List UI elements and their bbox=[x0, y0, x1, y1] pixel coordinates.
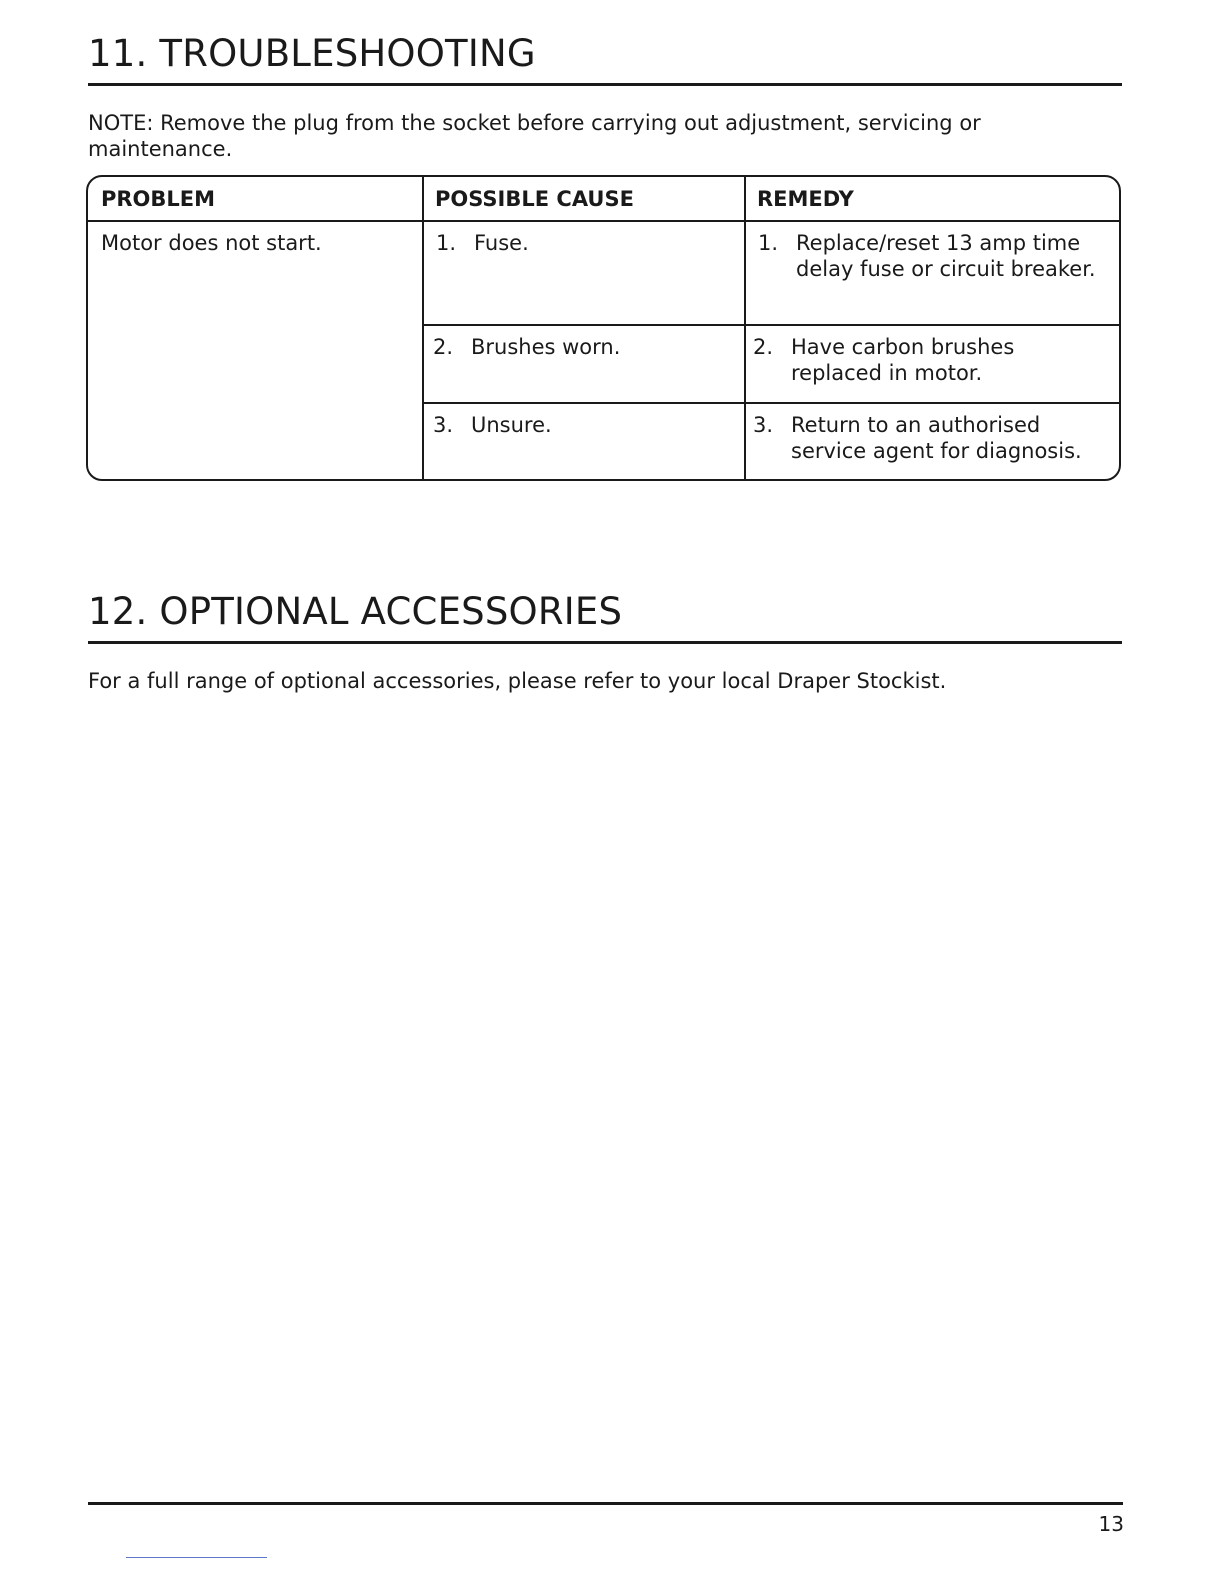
maintenance-note: NOTE: Remove the plug from the socket before carrying out adjustment, servicing or maintenance. bbox=[88, 111, 981, 161]
footer-divider bbox=[88, 1502, 1123, 1505]
row-divider bbox=[422, 402, 1119, 404]
section-title-optional-accessories: 12. OPTIONAL ACCESSORIES bbox=[88, 590, 1122, 644]
cause-row-1 bbox=[436, 230, 736, 256]
column-divider bbox=[744, 177, 746, 479]
cause-number: 2. bbox=[433, 335, 454, 359]
header-remedy: REMEDY bbox=[744, 177, 1119, 222]
column-divider bbox=[422, 177, 424, 479]
section-title-troubleshooting: 11. TROUBLESHOOTING bbox=[88, 32, 1122, 86]
remedy-text: Have carbon brushes replaced in motor. bbox=[791, 335, 1015, 385]
problem-cell: Motor does not start. bbox=[101, 231, 322, 255]
remedy-text: Replace/reset 13 amp time delay fuse or circuit breaker. bbox=[796, 231, 1096, 281]
row-divider bbox=[422, 324, 1119, 326]
cause-text: Unsure. bbox=[471, 413, 552, 437]
cause-row-2 bbox=[433, 334, 733, 360]
remedy-row-2 bbox=[753, 334, 1103, 386]
remedy-row-1 bbox=[758, 230, 1103, 282]
troubleshooting-table bbox=[86, 175, 1121, 481]
remedy-row-3 bbox=[753, 412, 1108, 464]
cause-text: Fuse. bbox=[474, 231, 529, 255]
remedy-number: 2. bbox=[753, 335, 774, 359]
remedy-text: Return to an authorised service agent for diagnosis. bbox=[791, 413, 1082, 463]
cause-text: Brushes worn. bbox=[471, 335, 621, 359]
cause-row-3 bbox=[433, 412, 733, 438]
cause-number: 3. bbox=[433, 413, 454, 437]
link-underline bbox=[126, 1557, 267, 1558]
accessories-text: For a full range of optional accessories, please refer to your local Draper Stockist. bbox=[88, 669, 947, 693]
header-problem: PROBLEM bbox=[88, 177, 422, 222]
cause-number: 1. bbox=[436, 231, 457, 255]
page-number: 13 bbox=[1098, 1512, 1124, 1536]
remedy-number: 1. bbox=[758, 231, 779, 255]
remedy-number: 3. bbox=[753, 413, 774, 437]
header-possible-cause: POSSIBLE CAUSE bbox=[422, 177, 744, 222]
